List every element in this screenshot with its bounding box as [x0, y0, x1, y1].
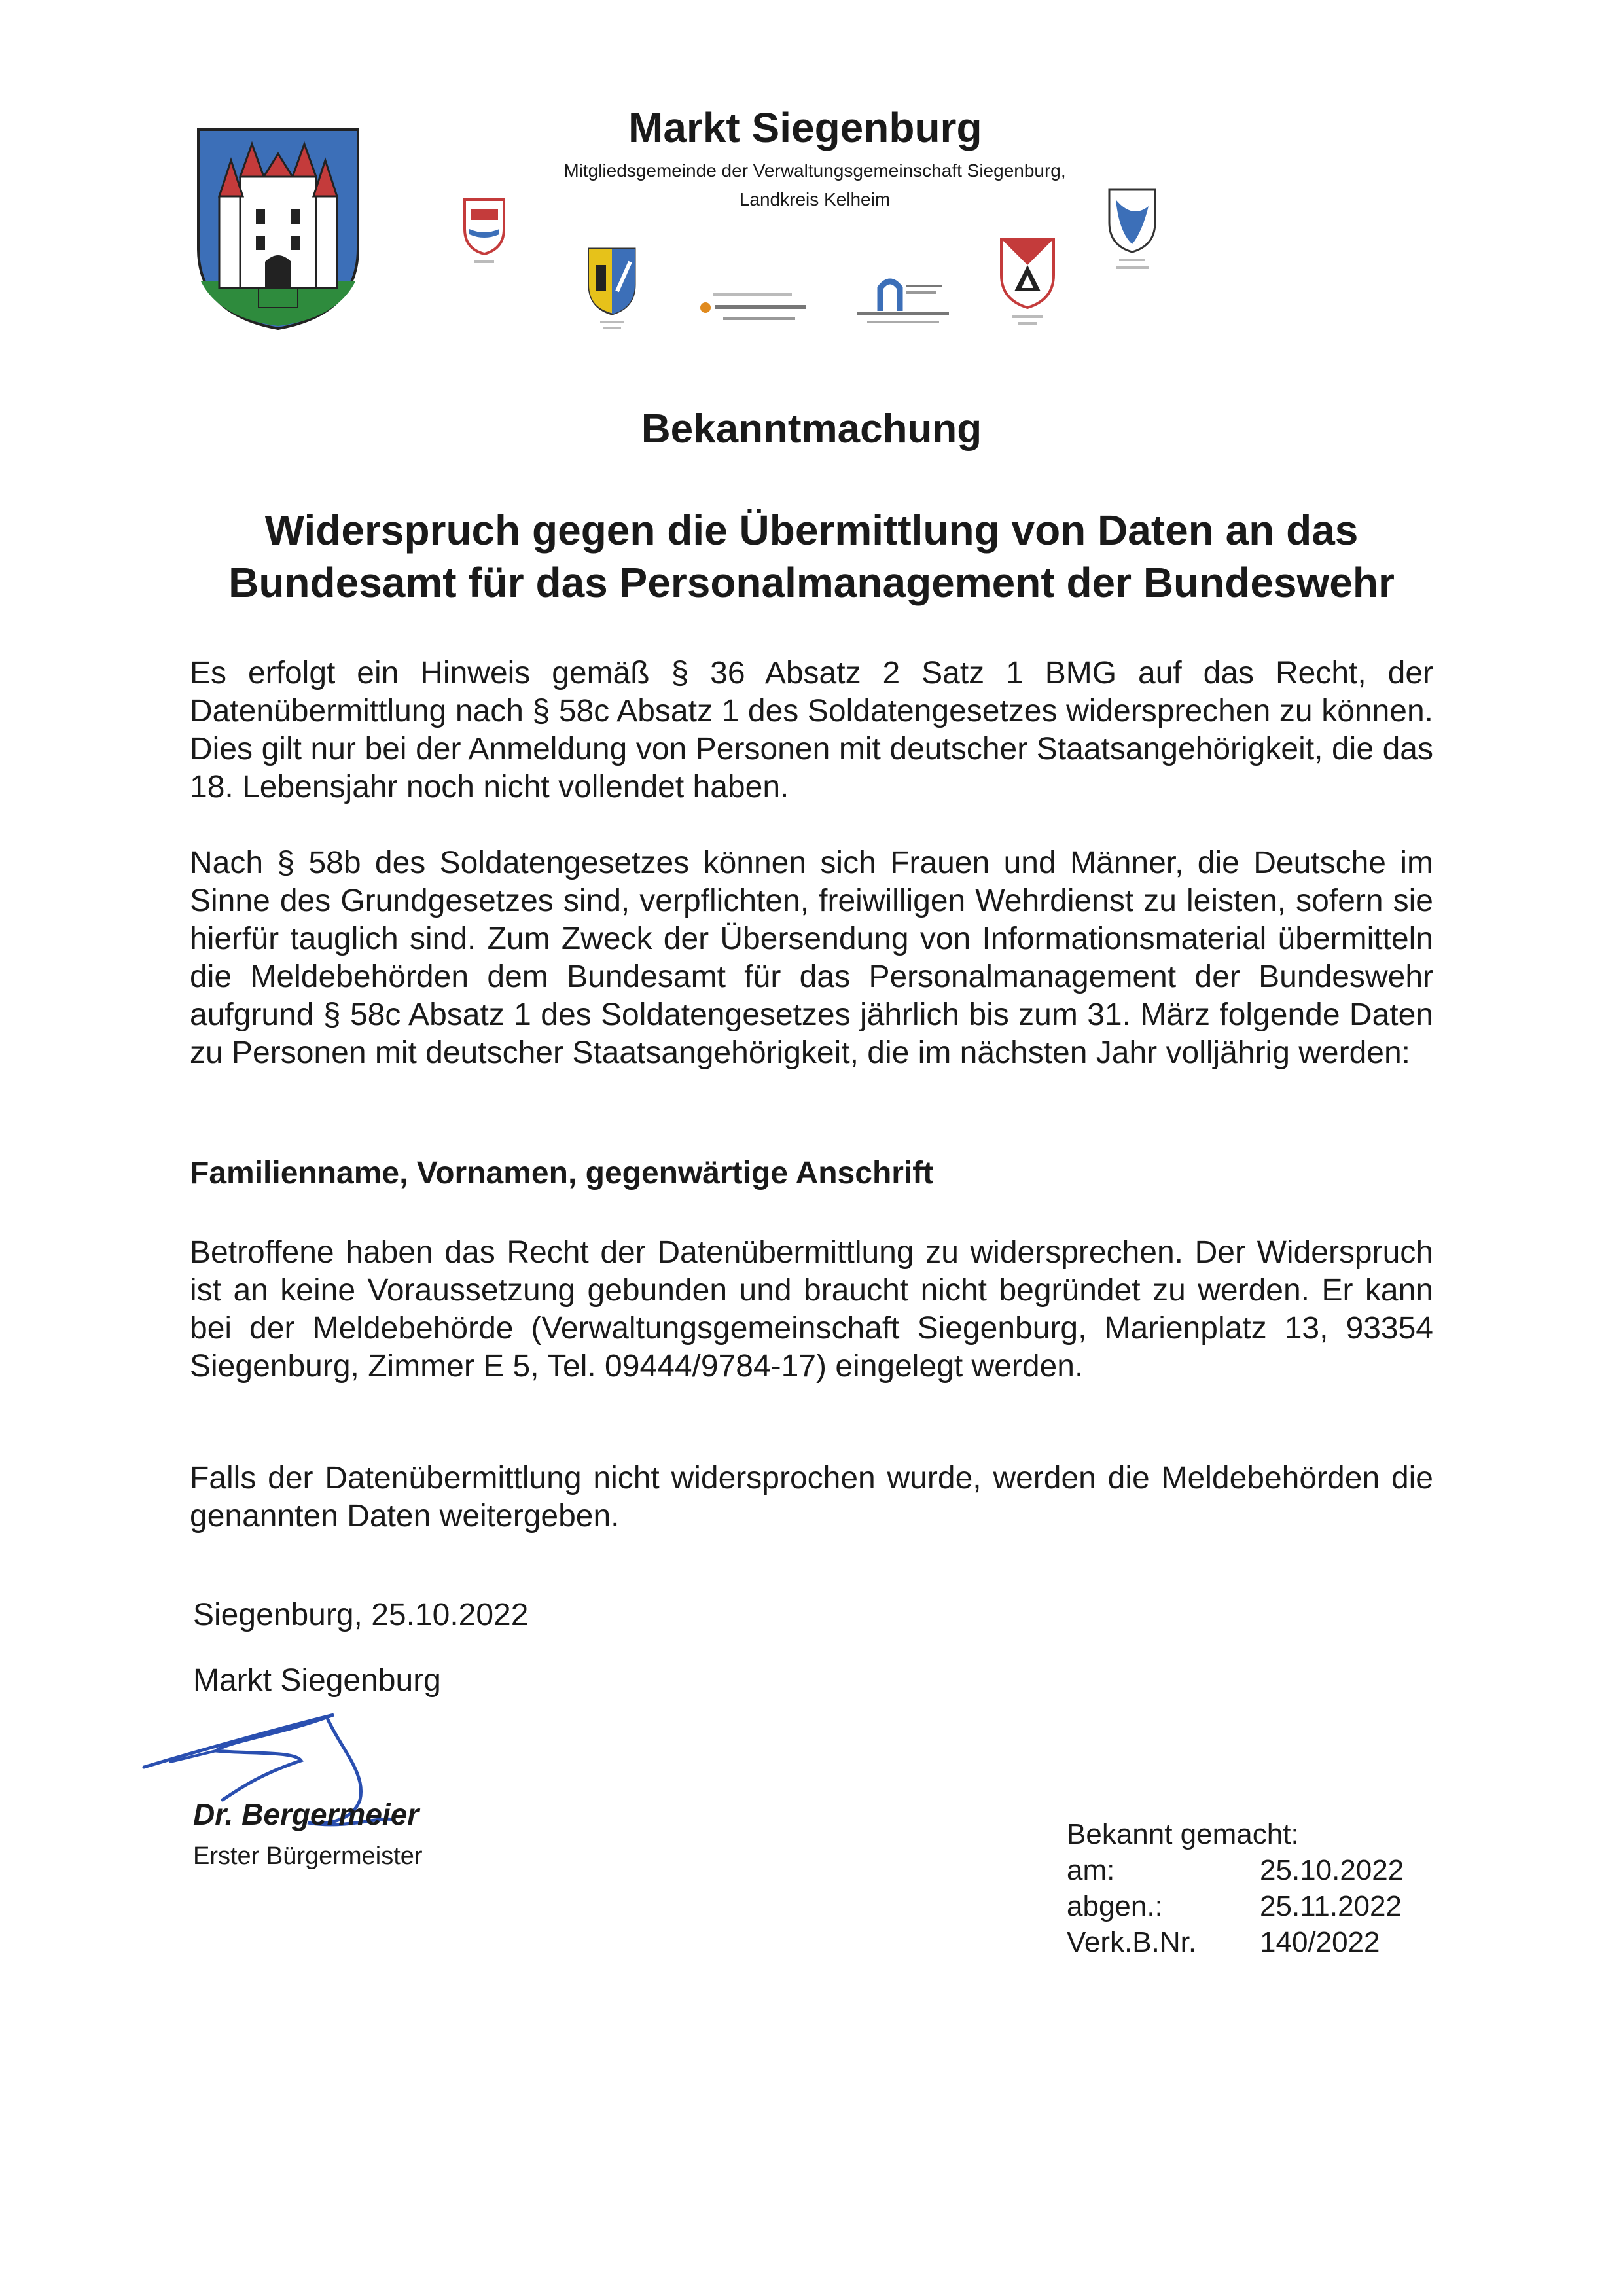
school-association-logo-icon	[694, 288, 812, 334]
publication-row	[1067, 1888, 1404, 1924]
publication-label: Verk.B.Nr.	[1067, 1926, 1197, 1958]
publication-label: am:	[1067, 1854, 1115, 1886]
publication-header: Bekannt gemacht:	[1067, 1818, 1299, 1850]
publication-value: 140/2022	[1260, 1926, 1380, 1958]
document-title-line1: Widerspruch gegen die Übermittlung von Daten an das	[264, 507, 1359, 554]
crest-icon	[586, 245, 638, 331]
paragraph-4: Falls der Datenübermittlung nicht widersprochen wurde, werden die Meldebehörden die genannten Daten weitergeben.	[190, 1461, 1433, 1534]
publication-value: 25.11.2022	[1260, 1890, 1402, 1922]
org-subtitle-line1: Mitgliedsgemeinde der Verwaltungsgemeinschaft Siegenburg,	[563, 160, 1066, 181]
place-date: Siegenburg, 25.10.2022	[193, 1598, 529, 1632]
crest-icon	[998, 236, 1057, 331]
coat-of-arms-siegenburg-icon	[193, 124, 363, 334]
publication-value: 25.10.2022	[1260, 1854, 1404, 1886]
publication-label: abgen.:	[1067, 1890, 1163, 1922]
data-fields-line: Familienname, Vornamen, gegenwärtige Anschrift	[190, 1156, 934, 1191]
crest-icon	[1103, 187, 1162, 278]
issuing-authority: Markt Siegenburg	[193, 1663, 441, 1698]
publication-row	[1067, 1924, 1404, 1960]
paragraph-1: Es erfolgt ein Hinweis gemäß § 36 Absatz 2 Satz 1 BMG auf das Recht, der Datenübermittlung nach § 58c Absatz 1 des Soldatengesetzes widersprechen zu können. Dies gilt nur bei der Anmeldung von Personen mit deutscher Staatsangehörigkeit, die das 18. Lebensjahr noch nicht vollendet haben.	[190, 656, 1433, 804]
publication-notice	[1067, 1816, 1404, 1960]
org-subtitle-line2: Landkreis Kelheim	[739, 189, 891, 209]
signer-name: Dr. Bergermeier	[193, 1797, 419, 1831]
paragraph-2: Nach § 58b des Soldatengesetzes können sich Frauen und Männer, die Deutsche im Sinne des Grundgesetzes sind, verpflichten, freiwilligen Wehrdienst zu leisten, sofern sie hierfür tauglich sind. Zum Zweck der Übersendung von Informationsmaterial übermitteln die Meldebehörden dem Bundesamt für das Personalmanagement der Bundeswehr aufgrund § 58c Absatz 1 des Soldatengesetzes jährlich bis zum 31. März folgende Daten zu Personen mit deutscher Staatsangehörigkeit, die im nächsten Jahr volljährig werden:	[190, 846, 1433, 1070]
crest-icon	[461, 196, 507, 268]
paragraph-3: Betroffene haben das Recht der Datenübermittlung zu widersprechen. Der Widerspruch ist an keine Voraussetzung gebunden und braucht nicht begründet zu werden. Er kann bei der Meldebehörde (Verwaltungsgemeinschaft Siegenburg, Marienplatz 13, 93354 Siegenburg, Zimmer E 5, Tel. 09444/9784-17) eingelegt werden.	[190, 1235, 1433, 1384]
document-heading: Bekanntmachung	[641, 406, 982, 452]
document-title-line2: Bundesamt für das Personalmanagement der Bundeswehr	[228, 559, 1395, 606]
publication-row	[1067, 1852, 1404, 1888]
org-name: Markt Siegenburg	[628, 104, 982, 151]
signer-role: Erster Bürgermeister	[193, 1842, 423, 1870]
association-logo-icon	[851, 272, 955, 331]
